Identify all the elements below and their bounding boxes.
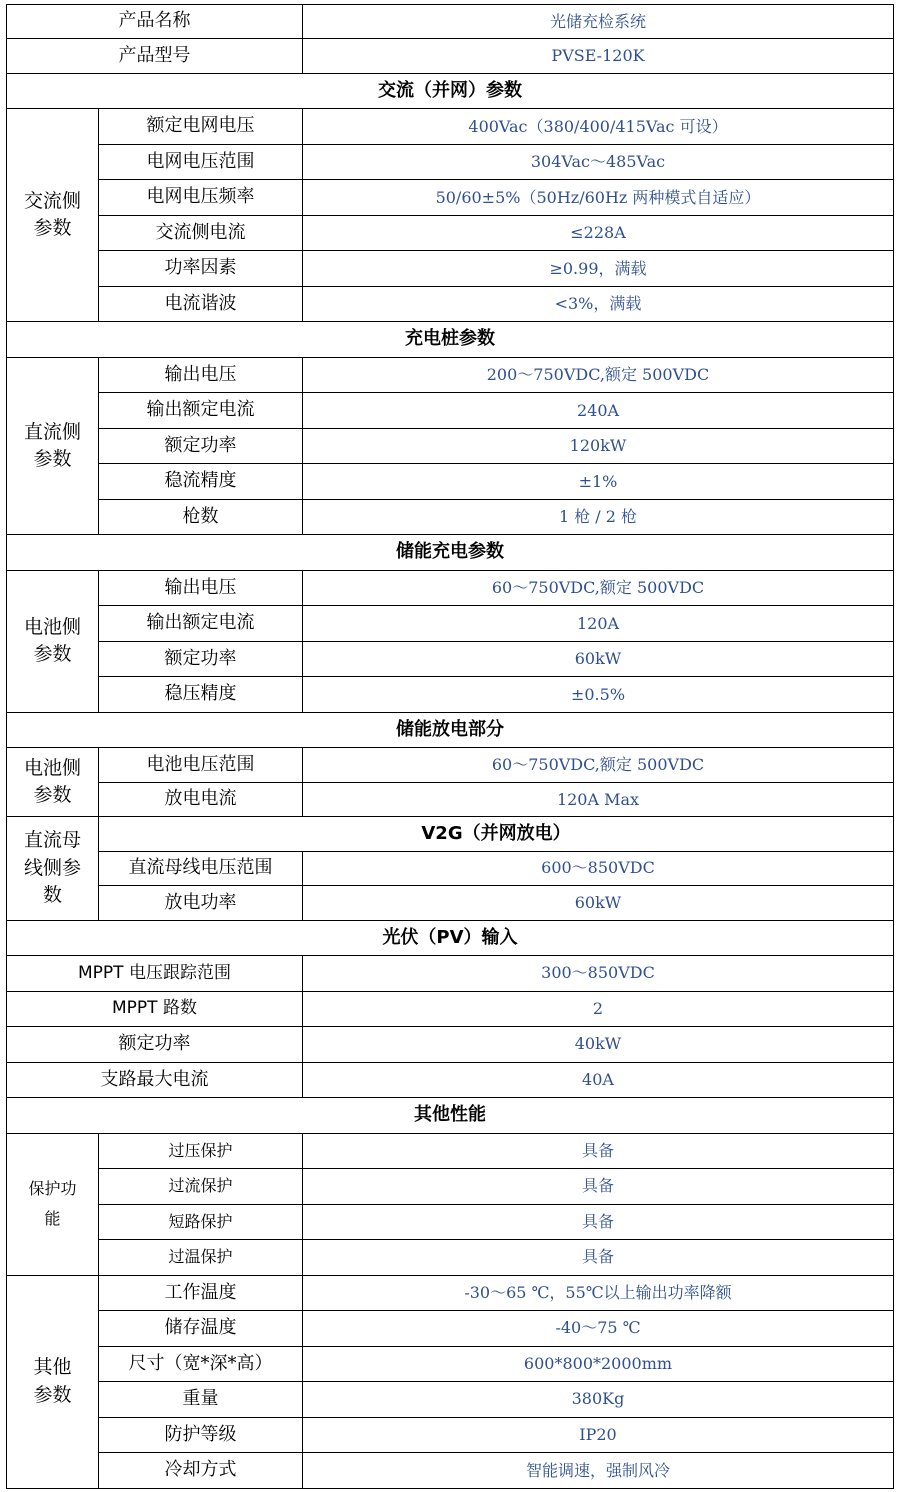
row-label: 输出额定电流 — [99, 393, 303, 429]
row-label: 放电电流 — [99, 782, 303, 816]
row-label: 交流侧电流 — [99, 215, 303, 251]
row-label: 支路最大电流 — [7, 1062, 303, 1098]
table-row — [7, 1382, 894, 1418]
row-label: MPPT 路数 — [7, 991, 303, 1027]
table-row — [7, 606, 894, 642]
row-label: 电网电压频率 — [99, 180, 303, 216]
row-value: IP20 — [303, 1417, 894, 1453]
row-label: 尺寸（宽*深*高） — [99, 1346, 303, 1382]
table-row — [7, 641, 894, 677]
row-value: -40～75 ℃ — [303, 1311, 894, 1347]
table-row — [7, 1027, 894, 1063]
row-label: 储存温度 — [99, 1311, 303, 1347]
row-label: 输出电压 — [99, 357, 303, 393]
row-label: 稳流精度 — [99, 464, 303, 500]
row-label: 稳压精度 — [99, 677, 303, 713]
product-name-row — [7, 5, 894, 39]
row-value: 120kW — [303, 428, 894, 464]
table-row — [7, 286, 894, 322]
group-label-protection: 保护功能 — [7, 1133, 99, 1275]
product-model-label: 产品型号 — [7, 39, 303, 73]
row-value: 40A — [303, 1062, 894, 1098]
row-value: -30～65 ℃，55℃以上输出功率降额 — [303, 1275, 894, 1311]
table-row — [7, 782, 894, 816]
group-label-misc: 其他参数 — [7, 1275, 99, 1488]
group-label-battery: 电池侧参数 — [7, 570, 99, 712]
row-value: 具备 — [303, 1133, 894, 1169]
row-label: 额定功率 — [99, 641, 303, 677]
row-value: 智能调速，强制风冷 — [303, 1453, 894, 1489]
table-row — [7, 428, 894, 464]
product-name-value: 光储充检系统 — [303, 5, 894, 39]
row-value: 120A — [303, 606, 894, 642]
row-value: 300～850VDC — [303, 956, 894, 992]
product-model-value: PVSE-120K — [303, 39, 894, 73]
section-title-storage-charge: 储能充电参数 — [7, 535, 894, 571]
table-row — [7, 393, 894, 429]
group-label-battery-discharge: 电池侧参数 — [7, 748, 99, 817]
row-label: 功率因素 — [99, 251, 303, 287]
table-row — [7, 817, 894, 851]
row-label: 重量 — [99, 1382, 303, 1418]
table-row — [7, 499, 894, 535]
table-row — [7, 464, 894, 500]
table-row — [7, 180, 894, 216]
row-value: 200～750VDC,额定 500VDC — [303, 357, 894, 393]
row-label: 电池电压范围 — [99, 748, 303, 782]
table-row — [7, 748, 894, 782]
spec-table — [6, 4, 894, 1489]
row-label: 防护等级 — [99, 1417, 303, 1453]
table-row — [7, 1169, 894, 1205]
table-row — [7, 991, 894, 1027]
row-label: 额定电网电压 — [99, 109, 303, 145]
row-value: 304Vac～485Vac — [303, 144, 894, 180]
row-value: <3%，满载 — [303, 286, 894, 322]
row-label: 电流谐波 — [99, 286, 303, 322]
row-value: 具备 — [303, 1240, 894, 1276]
table-row — [7, 215, 894, 251]
row-label: 过压保护 — [99, 1133, 303, 1169]
row-value: 具备 — [303, 1204, 894, 1240]
table-row — [7, 1240, 894, 1276]
row-value: 50/60±5%（50Hz/60Hz 两种模式自适应） — [303, 180, 894, 216]
group-label-dc-bus: 直流母线侧参数 — [7, 817, 99, 920]
row-label: MPPT 电压跟踪范围 — [7, 956, 303, 992]
row-value: ≤228A — [303, 215, 894, 251]
section-title-other: 其他性能 — [7, 1098, 894, 1134]
row-value: 600～850VDC — [303, 851, 894, 885]
table-row — [7, 1275, 894, 1311]
product-model-row — [7, 39, 894, 73]
table-row — [7, 956, 894, 992]
row-value: 1 枪 / 2 枪 — [303, 499, 894, 535]
row-value: 2 — [303, 991, 894, 1027]
group-label-dc: 直流侧参数 — [7, 357, 99, 535]
table-row — [7, 1311, 894, 1347]
row-label: 放电功率 — [99, 886, 303, 920]
row-value: 240A — [303, 393, 894, 429]
table-row — [7, 357, 894, 393]
table-row — [7, 1346, 894, 1382]
row-label: 输出电压 — [99, 570, 303, 606]
row-label: 过温保护 — [99, 1240, 303, 1276]
group-label-ac: 交流侧参数 — [7, 109, 99, 322]
row-value: 60kW — [303, 886, 894, 920]
table-row — [7, 1133, 894, 1169]
table-row — [7, 570, 894, 606]
row-value: 60～750VDC,额定 500VDC — [303, 748, 894, 782]
row-value: 60kW — [303, 641, 894, 677]
row-value: 具备 — [303, 1169, 894, 1205]
row-label: 冷却方式 — [99, 1453, 303, 1489]
row-label: 工作温度 — [99, 1275, 303, 1311]
table-row — [7, 886, 894, 920]
row-value: 400Vac（380/400/415Vac 可设） — [303, 109, 894, 145]
row-label: 过流保护 — [99, 1169, 303, 1205]
subsection-title-v2g: V2G（并网放电） — [99, 817, 894, 851]
row-value: 380Kg — [303, 1382, 894, 1418]
row-label: 直流母线电压范围 — [99, 851, 303, 885]
table-row — [7, 144, 894, 180]
product-name-label: 产品名称 — [7, 5, 303, 39]
row-label: 额定功率 — [99, 428, 303, 464]
section-title-storage-discharge: 储能放电部分 — [7, 712, 894, 748]
section-title-ac: 交流（并网）参数 — [7, 73, 894, 109]
table-row — [7, 1062, 894, 1098]
row-value: ±1% — [303, 464, 894, 500]
row-value: ≥0.99，满载 — [303, 251, 894, 287]
section-title-charger: 充电桩参数 — [7, 322, 894, 358]
row-value: 120A Max — [303, 782, 894, 816]
row-value: 40kW — [303, 1027, 894, 1063]
row-value: 60～750VDC,额定 500VDC — [303, 570, 894, 606]
row-value: 600*800*2000mm — [303, 1346, 894, 1382]
table-row — [7, 677, 894, 713]
row-label: 额定功率 — [7, 1027, 303, 1063]
row-label: 枪数 — [99, 499, 303, 535]
row-value: ±0.5% — [303, 677, 894, 713]
table-row — [7, 1417, 894, 1453]
table-row — [7, 109, 894, 145]
section-title-pv: 光伏（PV）输入 — [7, 920, 894, 956]
table-row — [7, 251, 894, 287]
table-row — [7, 1204, 894, 1240]
table-row — [7, 1453, 894, 1489]
row-label: 输出额定电流 — [99, 606, 303, 642]
row-label: 短路保护 — [99, 1204, 303, 1240]
table-row — [7, 851, 894, 885]
row-label: 电网电压范围 — [99, 144, 303, 180]
